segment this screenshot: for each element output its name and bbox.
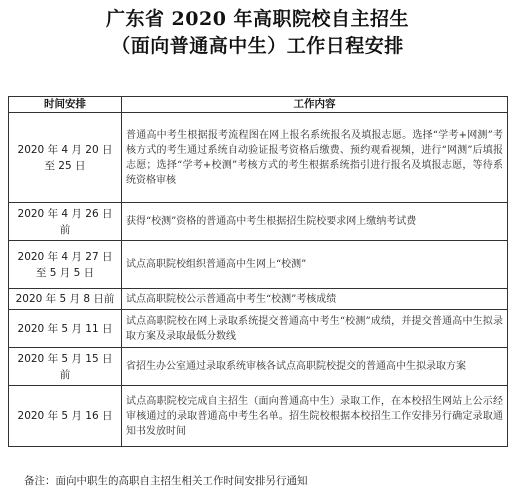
- schedule-table: [8, 96, 508, 447]
- title-line-2: （面向普通高中生）工作日程安排: [111, 35, 404, 57]
- table-row: [9, 310, 508, 348]
- table-row: [9, 289, 508, 310]
- table-row: [9, 348, 508, 386]
- row-time: 2020 年 5 月 11 日: [9, 310, 122, 348]
- table-row: [9, 386, 508, 447]
- title-line-1: 广东省 2020 年高职院校自主招生: [105, 8, 410, 30]
- row-time: 2020 年 5 月 15 日前: [9, 348, 122, 386]
- row-time: 2020 年 4 月 27 日至 5 月 5 日: [9, 241, 122, 289]
- row-content: 试点高职院校公示普通高中考生“校测”考核成绩: [122, 289, 508, 310]
- document-title: [0, 6, 515, 60]
- row-content: 试点高职院校组织普通高中生网上“校测”: [122, 241, 508, 289]
- header-time: 时间安排: [9, 97, 122, 113]
- row-time: 2020 年 4 月 26 日前: [9, 203, 122, 241]
- row-content: 试点高职院校在网上录取系统提交普通高中考生“校测”成绩，并提交普通高中生拟录取方案及录取最低分数线: [122, 310, 508, 348]
- table-row: [9, 203, 508, 241]
- row-content: 试点高职院校完成自主招生（面向普通高中生）录取工作，在本校招生网站上公示经审核通过的录取普通高中考生名单。招生院校根据本校招生工作安排另行确定录取通知书发放时间: [122, 386, 508, 447]
- footnote: 备注：面向中职生的高职自主招生相关工作时间安排另行通知: [24, 475, 308, 487]
- row-time: 2020 年 4 月 20 日至 25 日: [9, 113, 122, 203]
- table-row: [9, 241, 508, 289]
- row-time: 2020 年 5 月 16 日: [9, 386, 122, 447]
- header-content: 工作内容: [122, 97, 508, 113]
- table-row: [9, 113, 508, 203]
- table-header-row: [9, 97, 508, 113]
- row-content: 普通高中考生根据报考流程图在网上报名系统报名及填报志愿。选择“学考+网测”考核方式的考生通过系统自动验证报考资格后缴费、预约观看视频，进行“网测”后填报志愿；选择“学考+校测”考核方式的考生根据系统指引进行报名及填报志愿，等待系统资格审核: [122, 113, 508, 203]
- row-time: 2020 年 5 月 8 日前: [9, 289, 122, 310]
- row-content: 获得“校测”资格的普通高中考生根据招生院校要求网上缴纳考试费: [122, 203, 508, 241]
- row-content: 省招生办公室通过录取系统审核各试点高职院校提交的普通高中生拟录取方案: [122, 348, 508, 386]
